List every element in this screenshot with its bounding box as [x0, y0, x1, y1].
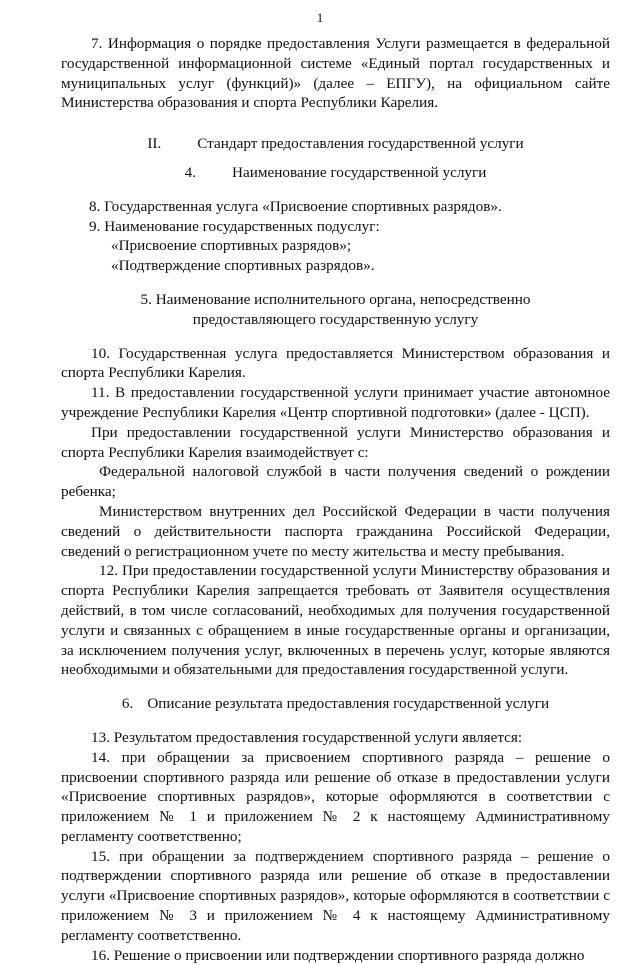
paragraph-10: 10. Государственная услуга предоставляется Министерством образования и спорта Республики Карелия.: [61, 344, 610, 382]
paragraph-9: 9. Наименование государственных подуслуг:: [89, 217, 380, 235]
section-heading-6: [61, 694, 610, 714]
paragraph-15: 15. при обращении за подтверждением спортивного разряда – решение о подтверждении спортивного разряда или решение об отказе в предоставлении услуги «Присвоение спортивных разрядов», которые оформляются в соответствии с приложением № 3 и приложением № 4 к настоящему Административному регламенту соответственно.: [61, 847, 610, 944]
section-title: Описание результата предоставления государственной услуги: [147, 695, 550, 713]
section-title: Наименование государственной услуги: [232, 163, 487, 181]
section-title: Стандарт предоставления государственной услуги: [197, 135, 524, 153]
paragraph-14: 14. при обращении за присвоением спортивного разряда – решение о присвоении спортивного разряда или решение об отказе в предоставлении услуги «Присвоение спортивных разрядов», которые оформляются в соответствии с приложением № 1 и приложением № 2 к настоящему Административному регламенту соответственно;: [61, 748, 610, 845]
paragraph-16: 16. Решение о присвоении или подтверждении спортивного разряда должно: [91, 946, 585, 964]
paragraph-12: 12. При предоставлении государственной услуги Министерству образования и спорта Республики Карелия запрещается требовать от Заявителя осуществления действий, в том числе согласований, необходимых для получения государственной услуги и связанных с обращением в иные государственные органы и организации, за исключением получения услуг, включенных в перечень услуг, которые являются необходимыми и обязательными для предоставления государственной услуги.: [61, 562, 610, 679]
paragraph-11-interior-ministry: Министерством внутренних дел Российской Федерации в части получения сведений о действительности паспорта гражданина Российской Федерации, сведений о регистрационном учете по месту жительства и месту пребывания.: [61, 502, 610, 560]
paragraph-11: 11. В предоставлении государственной услуги принимает участие автономное учреждение Республики Карелия «Центр спортивной подготовки» (далее - ЦСП).: [61, 384, 610, 421]
paragraph-13: 13. Результатом предоставления государственной услуги является:: [91, 728, 523, 746]
section-heading-5-line2: предоставляющего государственную услугу: [192, 310, 479, 328]
paragraph-8: 8. Государственная услуга «Присвоение спортивных разрядов».: [89, 197, 502, 215]
section-number: 6.: [121, 695, 134, 713]
paragraph-11-interaction: При предоставлении государственной услуги Министерство образования и спорта Республики Карелия взаимодействует с:: [61, 423, 610, 461]
section-number: 4.: [184, 163, 197, 181]
section-heading-5-line1: 5. Наименование исполнительного органа, непосредственно: [140, 290, 531, 308]
subservice-item-1: «Присвоение спортивных разрядов»;: [111, 237, 352, 255]
page-number: 1: [316, 10, 324, 25]
document-body: [61, 34, 610, 965]
section-heading-4: [61, 163, 610, 183]
section-heading-2: [61, 134, 610, 154]
paragraph-11-tax-service: Федеральной налоговой службой в части получения сведений о рождении ребенка;: [61, 463, 610, 501]
subservice-item-2: «Подтверждение спортивных разрядов».: [111, 257, 375, 275]
paragraph-7: 7. Информация о порядке предоставления Услуги размещается в федеральной государственной информационной системе «Единый портал государственных и муниципальных услуг (функций)» (далее – ЕПГУ), на официальном сайте Министерства образования и спорта Республики Карелия.: [61, 35, 610, 112]
section-number: II.: [147, 135, 162, 153]
